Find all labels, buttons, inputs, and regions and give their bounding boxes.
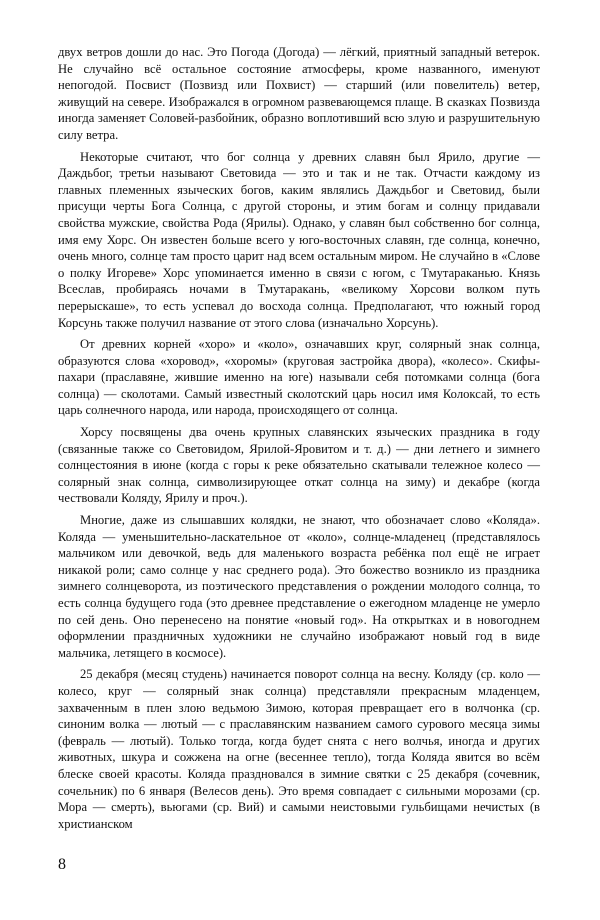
paragraph-3: От древних корней «хоро» и «коло», означавших круг, солярный знак солнца, образуются слова «хоровод», «хоромы» (круговая застройка двора), «колесо». Скифы-пахари (праславяне, жившие именно на юге) называли себя потомками солнца (бога солнца) — сколотами. Самый известный сколотский царь носил имя Колоксай, то есть царь солнечного народа, или народа, происходящего от солнца. [58,337,540,418]
page-number: 8 [58,856,66,873]
paragraph-5: Многие, даже из слышавших колядки, не знают, что обозначает слово «Коляда». Коляда — уменьшительно-ласкательное от «коло», солнце-младенец (представлялось мальчиком или девочкой, ведь для маленького возраста ребёнка пол ещё не играет никакой роли; само солнце у нас среднего рода). Это божество возникло из праздника зимнего солнцеворота, из поэтического представления о рождении молодого солнца, то есть солнца будущего года (это древнее представление о ежегодном младенце не умерло по сей день. Оно перенесено на понятие «новый год». На открытках и в новогоднем оформлении праздничных художники не случайно изображают новый год в виде мальчика, летящего в космосе). [58,513,540,660]
paragraph-1: двух ветров дошли до нас. Это Погода (Догода) — лёгкий, приятный западный ветерок. Не случайно всё остальное состояние атмосферы, кроме названного, именуют непогодой. Посвист (Позвизд или Похвист) — старший (или повелитель) ветер, живущий на севере. Изображался в огромном развевающемся плаще. В сказках Позвизда иногда заменяет Соловей-разбойник, образно воплотивший всю злую и разрушительную силу ветра. [58,45,540,142]
paragraph-2: Некоторые считают, что бог солнца у древних славян был Ярило, другие — Даждьбог, третьи называют Световида — это и так и не так. Отчасти каждому из главных племенных языческих богов, каким являлись Даждьбог и Световид, были присущи черты Бога Солнца, с другой стороны, и этим богам и солнцу придавали свойства мужские, свойства Рода (Ярилы). Однако, у славян был собственно бог солнца, имя ему Хорс. Он известен больше всего у юго-восточных славян, где солнца, конечно, очень много, солнце там просто царит над всем остальным миром. Не случайно в «Слове о полку Игореве» Хорс упоминается именно в связи с югом, с Тмутараканью. Князь Всеслав, пробираясь ночами в Тмутаракань, «великому Хорсови волком путь перерыскаше», то есть успевал до восхода солнца. Предполагают, что южный город Корсунь также получил название от этого слова (изначально Хорсунь). [58,149,540,330]
paragraph-6: 25 декабря (месяц студень) начинается поворот солнца на весну. Коляду (ср. коло — колесо, круг — солярный знак солнца) представляли прекрасным младенцем, захваченным в плен злою ведьмою Зимою, которая превращает его в волчонка (ср. синоним волка — лютый — с праславянским названием самого сурового месяца зимы (февраль — лютый). Только тогда, когда будет снята с него волчья, иногда и других животных, шкура и сожжена на огне (весеннее тепло), тогда Коляда явится во всём блеске своей красоты. Коляда праздновался в зимние святки с 25 декабря (сочевник, сочельник) по 6 января (Велесов день). Это время совпадает с сильными морозами (ср. Мора — смерть), вьюгами (ср. Вий) и самыми неистовыми гульбищами нечистых (в христианском [58,667,540,831]
paragraph-4: Хорсу посвящены два очень крупных славянских языческих праздника в году (связанные также со Световидом, Ярилой-Яровитом и т. д.) — дни летнего и зимнего солнцестояния в июне (когда с горы к реке обязательно скатывали тележное колесо — солярный знак солнца, символизирующее откат солнца на зиму) и декабре (когда чествовали Коляду, Ярилу и проч.). [58,425,540,506]
body-text [58,44,540,837]
